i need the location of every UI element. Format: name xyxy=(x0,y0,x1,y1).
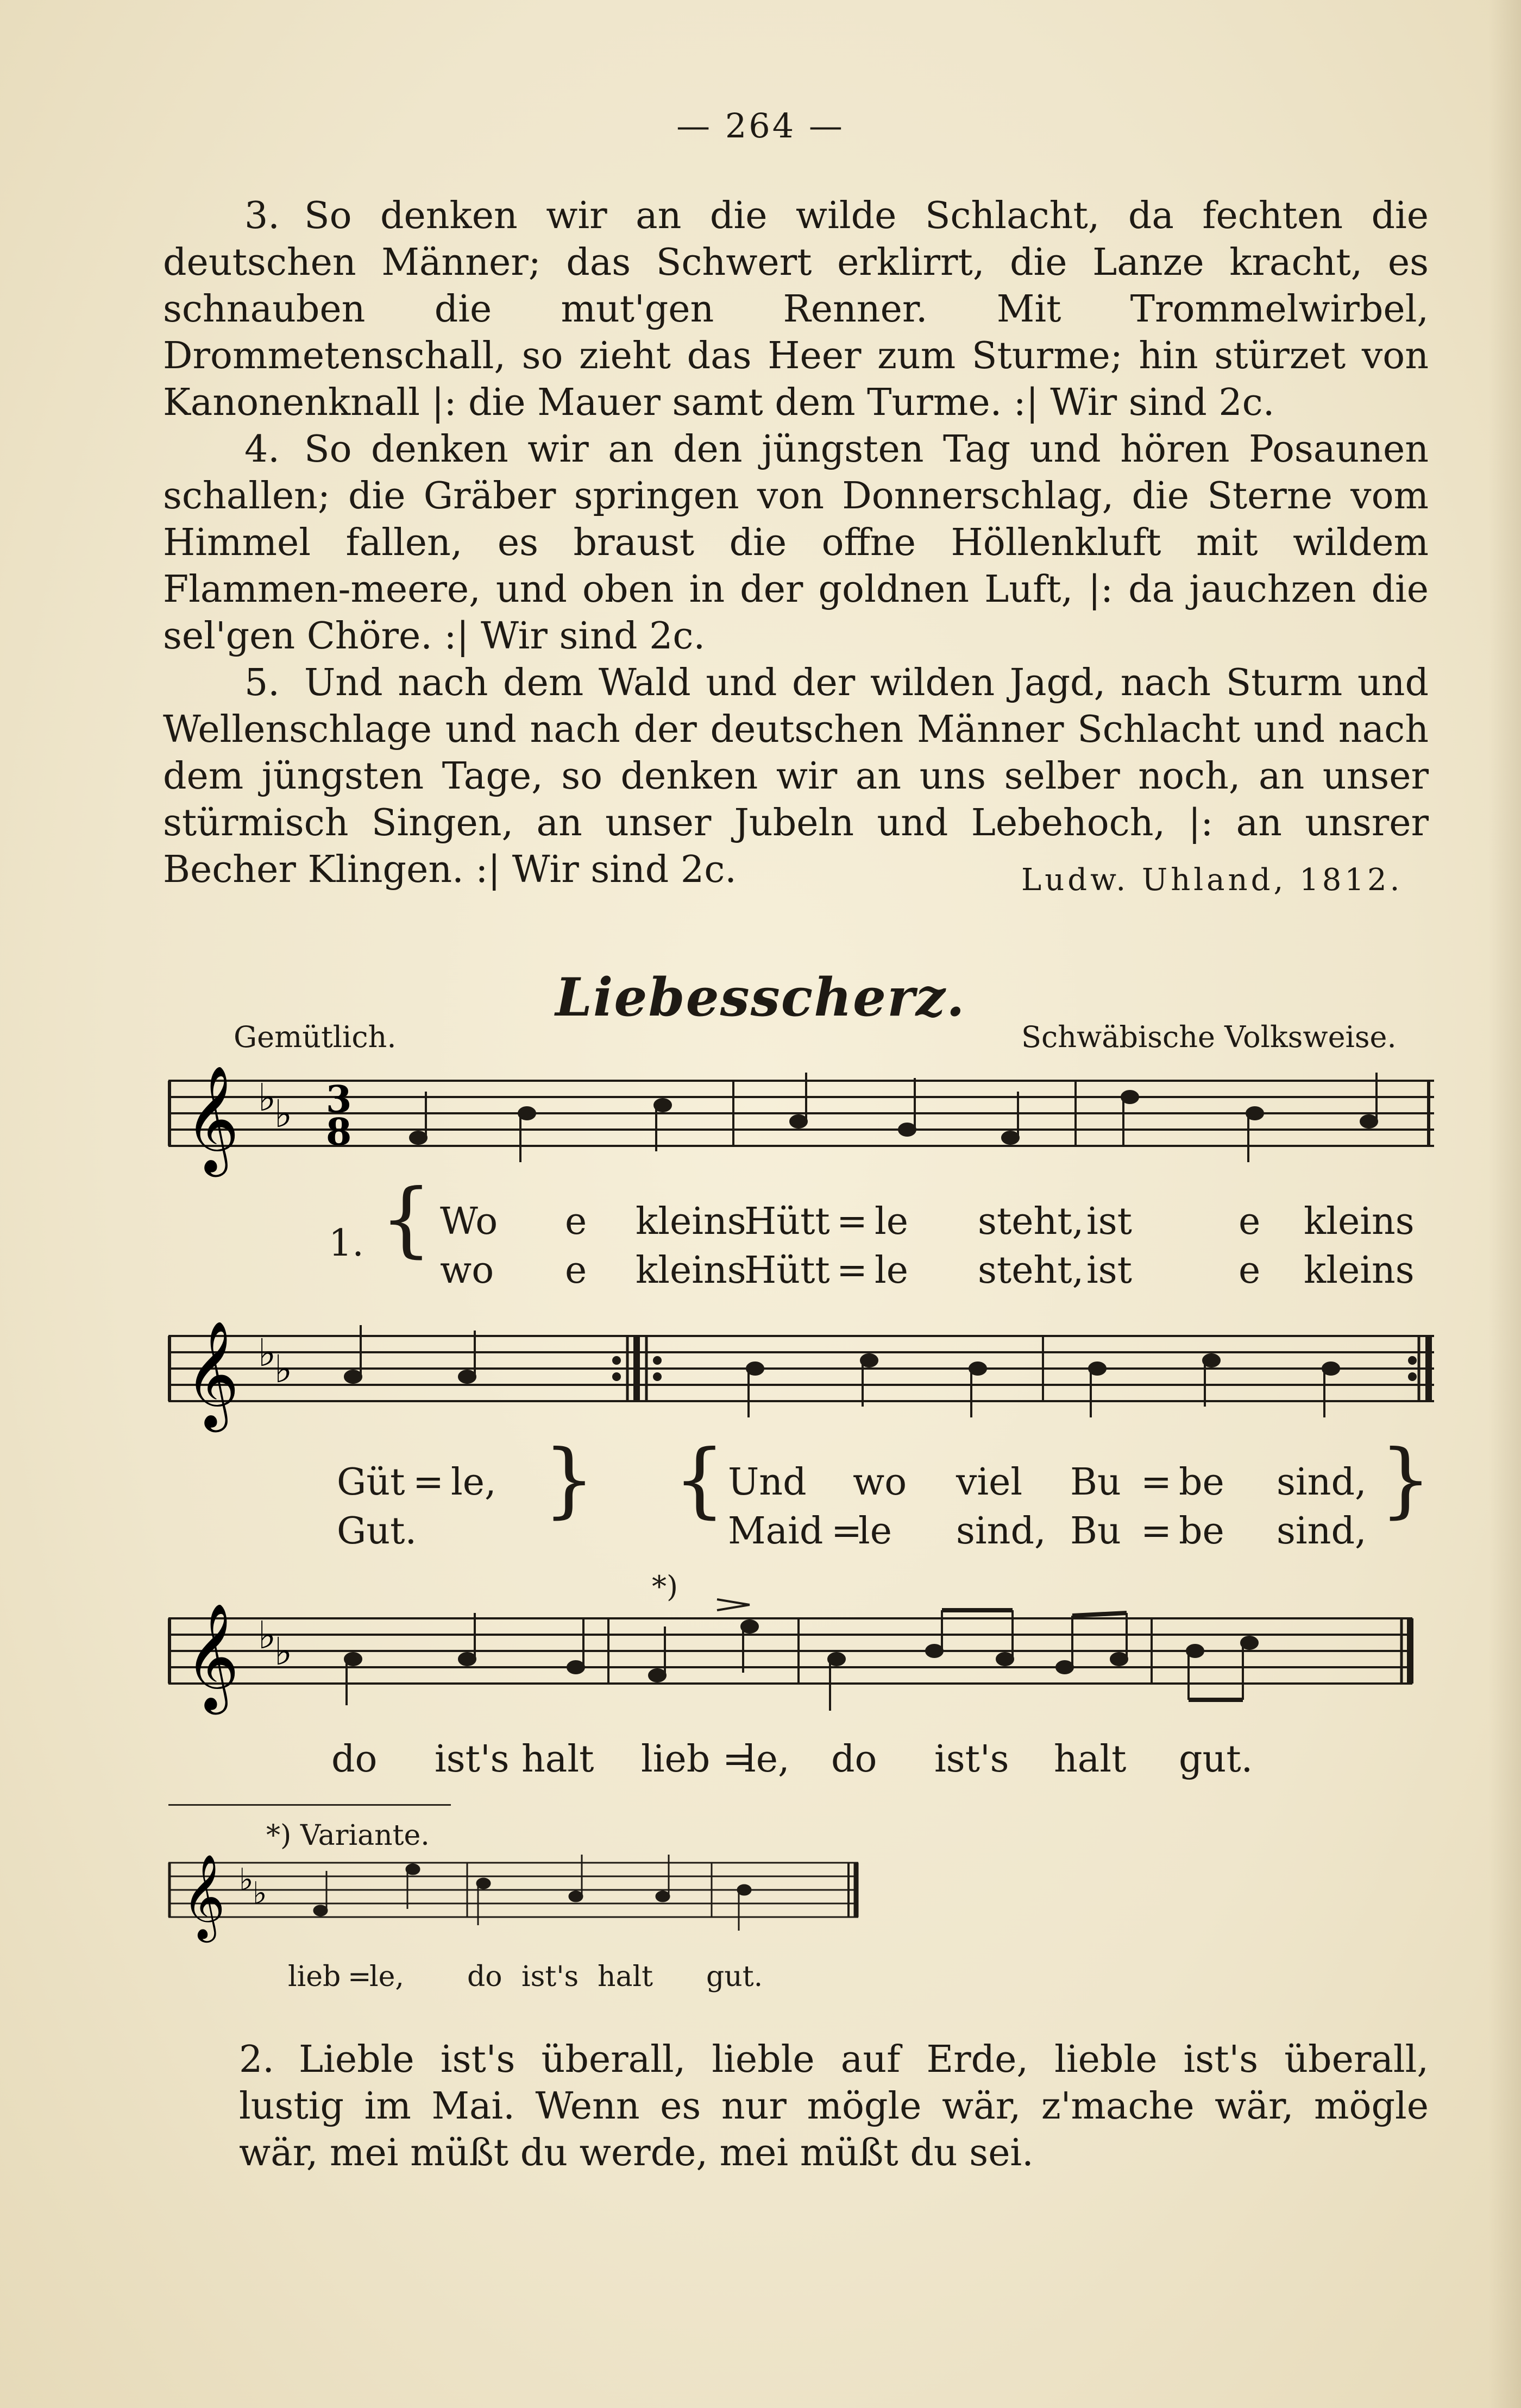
lyric-syllable: do xyxy=(331,1738,378,1781)
lyric-syllable: Bu xyxy=(1070,1461,1121,1504)
flat-icon: ♭ xyxy=(274,1629,293,1674)
brace-right: } xyxy=(543,1433,595,1527)
staff-system-1 xyxy=(163,1059,1445,1222)
lyric-syllable: e xyxy=(1239,1249,1261,1292)
stanza-number: 4. xyxy=(244,428,280,471)
lyric-syllable: lieb xyxy=(641,1738,711,1781)
lyric-syllable: = xyxy=(1141,1510,1172,1553)
stanza-3 xyxy=(163,193,1429,426)
note xyxy=(459,1653,475,1665)
stanza-text: So denken wir an den jüngsten Tag und hören Posaunen schallen; die Gräber springen von Donnerschlag, die Sterne vom Himmel fallen, es braust die offne Höllenkluft mit wildem Flammen-meere, und oben in der goldnen Luft, |: da jauchzen die sel'gen Chöre. :| Wir sind 2c. xyxy=(163,428,1429,658)
lyric-syllable: e xyxy=(565,1249,587,1292)
note xyxy=(997,1653,1013,1665)
page-number: — 264 — xyxy=(676,106,845,146)
lyric-syllable: ist's xyxy=(934,1738,1009,1781)
variant-label: *) Variante. xyxy=(266,1819,430,1852)
flat-icon: ♭ xyxy=(239,1862,254,1898)
repeat-dot xyxy=(613,1373,620,1380)
composer-credit: Schwäbische Volksweise. xyxy=(1021,1020,1397,1054)
staff-variant xyxy=(163,1852,880,1966)
lyric-syllable: = xyxy=(837,1249,868,1292)
lyric-syllable: = xyxy=(1141,1461,1172,1504)
lyric-syllable: viel xyxy=(956,1461,1023,1504)
lyric-syllable: le, xyxy=(744,1738,790,1781)
lyric-syllable: Maid xyxy=(728,1510,824,1553)
stanza-text: Lieble ist's überall, lieble auf Erde, lieble ist's überall, lustig im Mai. Wenn es nur mögle wär, z'mache wär, mögle wär, mei müßt du werde, mei müßt du sei. xyxy=(239,2038,1429,2174)
stanza-5 xyxy=(163,660,1429,893)
flat-icon: ♭ xyxy=(274,1092,293,1136)
note xyxy=(569,1892,582,1901)
tempo-marking: Gemütlich. xyxy=(234,1020,397,1054)
stanza-text: Und nach dem Wald und der wilden Jagd, nach Sturm und Wellenschlage und nach der deutschen Männer Schlacht und nach dem jüngsten Tage, so denken wir an uns selber noch, an unser stürmisch Singen, an unser Jubeln und Lebehoch, |: an unsrer Becher Klingen. :| Wir sind 2c. xyxy=(163,661,1429,891)
lyric-syllable: gut. xyxy=(1179,1738,1253,1781)
lyric-syllable: steht, xyxy=(978,1249,1084,1292)
note xyxy=(314,1906,327,1915)
note xyxy=(459,1371,475,1383)
lyric-syllable: kleins xyxy=(1304,1200,1415,1243)
stanza-number: 5. xyxy=(244,661,280,704)
lyric-syllable: Hütt xyxy=(744,1249,830,1292)
brace-left: { xyxy=(380,1172,432,1266)
verse-number: 1. xyxy=(329,1222,364,1265)
lyric-syllable: kleins xyxy=(1304,1249,1415,1292)
lyric-syllable: Bu xyxy=(1070,1510,1121,1553)
lyric-syllable: halt xyxy=(598,1961,653,1993)
lyric-syllable: Wo xyxy=(440,1200,498,1243)
lyric-syllable: le xyxy=(875,1249,908,1292)
staff-system-3 xyxy=(163,1597,1445,1749)
flat-icon: ♭ xyxy=(258,1331,276,1375)
lyric-syllable: e xyxy=(1239,1200,1261,1243)
stanza-number: 2. xyxy=(239,2038,274,2081)
note xyxy=(406,1864,419,1874)
note xyxy=(410,1132,426,1144)
lyric-syllable: wo xyxy=(853,1461,907,1504)
note-beam xyxy=(1072,1613,1127,1616)
note xyxy=(477,1879,490,1888)
time-sig-bottom: 8 xyxy=(326,1111,352,1154)
brace-right: } xyxy=(1380,1433,1432,1527)
footnote-divider xyxy=(168,1804,451,1806)
note xyxy=(568,1661,584,1673)
song-title: Liebesscherz. xyxy=(555,967,966,1028)
attribution: Ludw. Uhland, 1812. xyxy=(1021,862,1403,898)
repeat-dot xyxy=(654,1373,661,1380)
lyric-syllable: = xyxy=(722,1738,753,1781)
lyric-syllable: halt xyxy=(1054,1738,1127,1781)
lyric-syllable: = xyxy=(831,1510,862,1553)
stanza-number: 3. xyxy=(244,194,280,237)
treble-clef-icon: 𝄞 xyxy=(185,1065,240,1173)
lyric-syllable: gut. xyxy=(706,1961,763,1993)
lyric-syllable: wo xyxy=(440,1249,494,1292)
lyric-syllable: halt xyxy=(521,1738,594,1781)
lyric-syllable: = xyxy=(837,1200,868,1243)
lyric-syllable: do xyxy=(467,1961,502,1993)
time-sig-top: 3 xyxy=(326,1078,352,1121)
treble-clef-icon: 𝄞 xyxy=(185,1320,240,1428)
lyric-syllable: ist xyxy=(1086,1249,1132,1292)
note xyxy=(1111,1653,1127,1665)
flat-icon: ♭ xyxy=(253,1876,267,1911)
lyric-syllable: kleins xyxy=(636,1200,746,1243)
note xyxy=(1057,1661,1073,1673)
lyric-syllable: le, xyxy=(369,1961,404,1993)
staff-system-2 xyxy=(163,1314,1445,1477)
lyric-syllable: ist's xyxy=(435,1738,510,1781)
lyric-syllable: Güt xyxy=(337,1461,405,1504)
flat-icon: ♭ xyxy=(274,1347,293,1391)
flat-icon: ♭ xyxy=(258,1075,276,1120)
lyric-syllable: sind, xyxy=(1277,1510,1367,1553)
stanza-text: So denken wir an die wilde Schlacht, da fechten die deutschen Männer; das Schwert erklirrt, die Lanze kracht, es schnauben die mut'gen Renner. Mit Trommelwirbel, Drommetenschall, so zieht das Heer zum Sturme; hin stürzet von Kanonenknall |: die Mauer samt dem Turme. :| Wir sind 2c. xyxy=(163,194,1429,424)
repeat-dot xyxy=(654,1357,661,1364)
lyric-syllable: sind, xyxy=(956,1510,1046,1553)
lyric-syllable: = xyxy=(413,1461,444,1504)
stanza-4 xyxy=(163,426,1429,660)
lyric-syllable: Gut. xyxy=(337,1510,417,1553)
lyric-syllable: do xyxy=(831,1738,877,1781)
brace-left: { xyxy=(674,1433,726,1527)
flat-icon: ♭ xyxy=(258,1613,276,1657)
note xyxy=(1002,1132,1019,1144)
lyric-syllable: be xyxy=(1179,1461,1224,1504)
lyric-syllable: le xyxy=(875,1200,908,1243)
lyric-syllable: sind, xyxy=(1277,1461,1367,1504)
note xyxy=(926,1645,942,1657)
footnote-mark: *) xyxy=(652,1569,678,1604)
note xyxy=(790,1115,807,1127)
note xyxy=(656,1892,669,1901)
repeat-dot xyxy=(613,1357,620,1364)
page-edge-shadow xyxy=(1488,0,1521,2408)
lyric-syllable: le xyxy=(858,1510,892,1553)
repeat-dot xyxy=(1409,1357,1416,1364)
note xyxy=(899,1124,915,1136)
lyric-syllable: be xyxy=(1179,1510,1224,1553)
lyric-syllable: e xyxy=(565,1200,587,1243)
lyric-syllable: le, xyxy=(451,1461,496,1504)
treble-clef-icon: 𝄞 xyxy=(182,1854,225,1939)
lyric-syllable: ist's xyxy=(521,1961,579,1993)
lyric-syllable: lieb xyxy=(288,1961,341,1993)
stanza-2 xyxy=(239,2037,1429,2177)
lyric-syllable: = xyxy=(348,1961,372,1993)
repeat-dot xyxy=(1409,1373,1416,1380)
lyric-syllable: steht, xyxy=(978,1200,1084,1243)
note xyxy=(649,1669,665,1681)
note xyxy=(1361,1115,1377,1127)
lyric-syllable: Und xyxy=(728,1461,807,1504)
note xyxy=(345,1371,361,1383)
lyric-syllable: ist xyxy=(1086,1200,1132,1243)
note xyxy=(738,1885,751,1895)
lyric-syllable: kleins xyxy=(636,1249,746,1292)
treble-clef-icon: 𝄞 xyxy=(185,1603,240,1710)
lyric-syllable: Hütt xyxy=(744,1200,830,1243)
